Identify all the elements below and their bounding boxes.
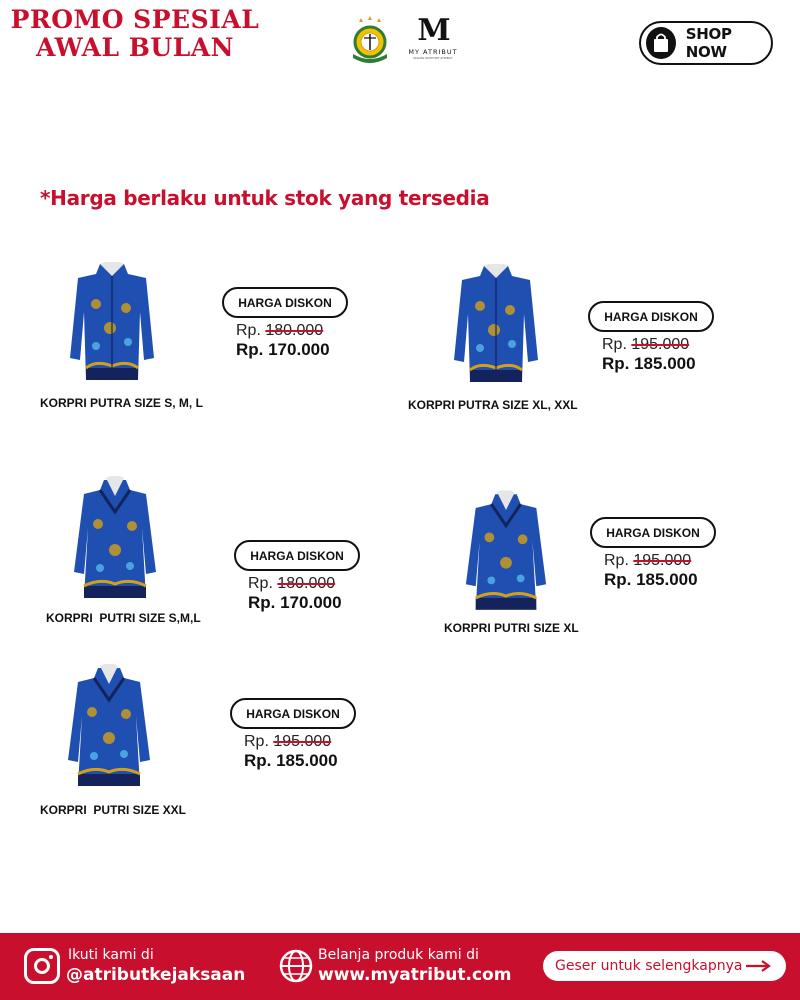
product-image-putra-sml[interactable] [66, 262, 158, 386]
product-image-putra-xl-xxl[interactable] [450, 264, 542, 388]
new-price: Rp. 185.000 [602, 354, 696, 373]
currency: Rp. [248, 575, 273, 592]
old-price-value: 180.000 [265, 322, 324, 339]
discount-badge: HARGA DISKON [588, 301, 714, 332]
price-block [234, 540, 364, 613]
follow-label: Ikuti kami di [68, 947, 154, 963]
promo-title-line1: PROMO SPESIAL [10, 5, 260, 34]
old-price-value: 195.000 [633, 552, 692, 569]
website-link[interactable]: www.myatribut.com [318, 965, 512, 985]
new-price: Rp. 170.000 [248, 593, 342, 612]
myatribut-logo [408, 14, 458, 66]
brand-tagline: ONLINE SUPPORT ATRIBUT [413, 56, 453, 60]
currency: Rp. [602, 336, 627, 353]
instagram-handle-link[interactable]: @atributkejaksaan [66, 965, 246, 985]
price-block [588, 301, 718, 374]
currency: Rp. [236, 322, 261, 339]
shop-now-button[interactable] [639, 21, 773, 65]
price-block [590, 517, 720, 590]
promo-title-line2: AWAL BULAN [35, 33, 235, 62]
new-price: Rp. 185.000 [244, 751, 338, 770]
discount-badge: HARGA DISKON [590, 517, 716, 548]
old-price [222, 321, 352, 340]
swipe-label: Geser untuk selengkapnya [555, 958, 743, 974]
currency: Rp. [604, 552, 629, 569]
product-image-putri-sml[interactable] [70, 476, 160, 602]
price-block [230, 698, 360, 771]
product-image-putri-xl[interactable] [462, 490, 550, 614]
old-price [588, 335, 718, 354]
shop-now-label: SHOP NOW [685, 25, 732, 61]
product-name: KORPRI PUTRI SIZE XL [444, 621, 579, 635]
swipe-more-button[interactable] [543, 951, 786, 981]
shopping-bag-icon [646, 27, 676, 59]
globe-icon [278, 948, 314, 984]
discount-badge: HARGA DISKON [222, 287, 348, 318]
old-price-value: 195.000 [273, 733, 332, 750]
discount-badge: HARGA DISKON [230, 698, 356, 729]
old-price-value: 180.000 [277, 575, 336, 592]
product-name: KORPRI PUTRA SIZE S, M, L [40, 396, 203, 410]
brand-name: MY ATRIBUT [408, 48, 458, 56]
stock-notice: *Harga berlaku untuk stok yang tersedia [40, 186, 490, 210]
price-block [222, 287, 352, 360]
arrow-right-icon [746, 960, 772, 972]
currency: Rp. [244, 733, 269, 750]
product-image-putri-xxl[interactable] [64, 664, 154, 790]
new-price: Rp. 185.000 [604, 570, 698, 589]
new-price: Rp. 170.000 [236, 340, 330, 359]
product-name: KORPRI PUTRI SIZE XXL [40, 803, 187, 817]
instagram-icon[interactable] [24, 948, 60, 984]
product-name: KORPRI PUTRI SIZE S,M,L [46, 611, 201, 625]
old-price-value: 195.000 [631, 336, 690, 353]
old-price [230, 732, 360, 751]
brand-mark: M [417, 13, 449, 48]
shop-label: Belanja produk kami di [318, 947, 479, 963]
promo-title [6, 6, 264, 62]
product-name: KORPRI PUTRA SIZE XL, XXL [408, 398, 578, 412]
discount-badge: HARGA DISKON [234, 540, 360, 571]
kejaksaan-emblem-icon [347, 14, 393, 66]
old-price [590, 551, 720, 570]
old-price [234, 574, 364, 593]
